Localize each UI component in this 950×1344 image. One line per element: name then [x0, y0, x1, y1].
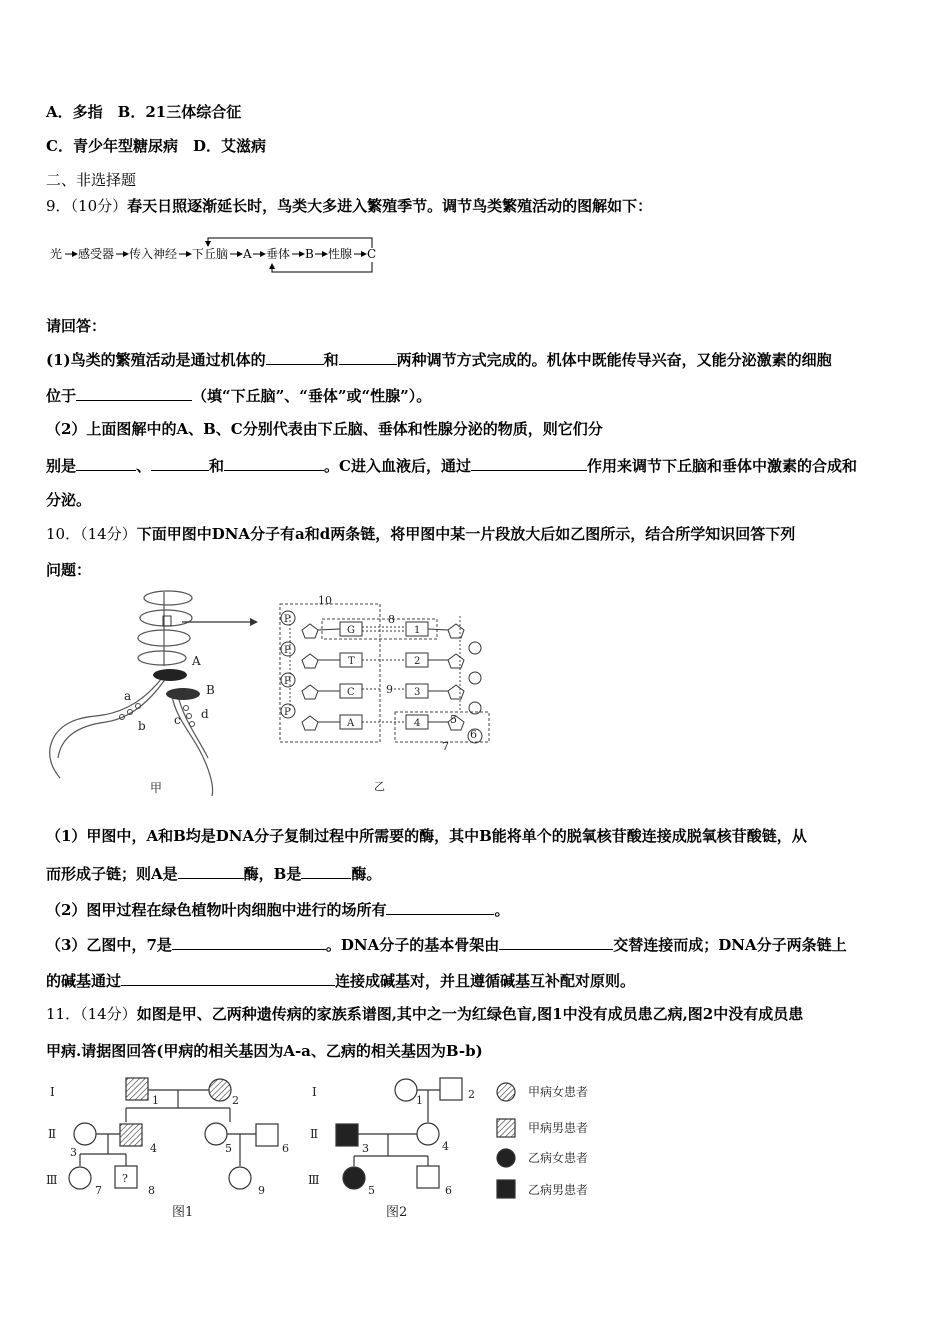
flow-node: 垂体 — [266, 247, 291, 261]
q10-arrow — [180, 612, 260, 632]
member-number: 4 — [442, 1140, 449, 1153]
member-number: 7 — [95, 1184, 102, 1197]
member-number: 2 — [232, 1094, 239, 1107]
answer-blank[interactable] — [224, 455, 324, 471]
q10-part3: （3）乙图中，7是 。DNA分子的基本骨架由 交替连接而成；DNA分子两条链上 — [46, 936, 847, 954]
fig2-caption: 图2 — [386, 1205, 408, 1220]
answer-blank[interactable] — [499, 934, 613, 950]
fig-yi-number: 5 — [450, 713, 457, 726]
generation-label: Ⅱ — [48, 1127, 57, 1141]
flow-node: 性腺 — [328, 247, 353, 261]
flow-node: 感受器 — [78, 247, 115, 261]
answer-blank[interactable] — [151, 455, 209, 471]
member-number: 6 — [445, 1184, 452, 1197]
fig1-caption: 图1 — [172, 1205, 194, 1220]
phosphate-label: P — [284, 645, 291, 656]
unknown-mark: ? — [122, 1172, 128, 1185]
answer-blank[interactable] — [266, 349, 324, 365]
q11-pedigree-figures — [40, 1070, 620, 1230]
q11-stem-cont: 甲病.请据图回答(甲病的相关基因为A-a、乙病的相关基因为B-b) — [46, 1042, 483, 1060]
q9-part2-cont: 别是 、 和 。C进入血液后，通过 作用来调节下丘脑和垂体中激素的合成和 — [46, 457, 858, 475]
base-right: 4 — [414, 718, 421, 729]
base-left: T — [348, 656, 355, 667]
fig-yi-number: 7 — [442, 740, 449, 753]
member-number: 2 — [468, 1088, 475, 1101]
q11-stem: 11．（14分）如图是甲、乙两种遗传病的家族系谱图,其中之一为红绿色盲,图1中没有成员患乙病,图2中没有成员患 — [46, 1005, 804, 1023]
base-left: C — [347, 687, 355, 698]
q9-flow-diagram — [46, 236, 386, 276]
q9-ask: 请回答： — [46, 317, 107, 335]
q8-options-line1: A．多指 B．21三体综合征 — [46, 103, 242, 121]
q9-part2-end: 分泌。 — [46, 491, 92, 509]
fig-yi-number: 6 — [470, 728, 477, 741]
phosphate-label: P — [284, 676, 291, 687]
answer-blank[interactable] — [339, 349, 397, 365]
fig-jia-label: A — [192, 654, 201, 668]
fig-yi-number: 9 — [386, 683, 393, 696]
q9-part2: （2）上面图解中的A、B、C分别代表由下丘脑、垂体和性腺分泌的物质，则它们分 — [46, 420, 603, 438]
flow-node: C — [367, 247, 377, 261]
member-number: 1 — [416, 1094, 423, 1107]
q10-figure-yi — [270, 590, 500, 800]
base-right: 3 — [414, 687, 421, 698]
generation-label: Ⅰ — [312, 1085, 317, 1099]
q9-number: 9．（10分） — [46, 197, 128, 215]
member-number: 8 — [148, 1184, 155, 1197]
phosphate-label: P — [284, 614, 291, 625]
answer-blank[interactable] — [172, 934, 326, 950]
member-number: 5 — [368, 1184, 375, 1197]
fig-jia-label: a — [124, 689, 132, 703]
answer-blank[interactable] — [471, 455, 587, 471]
fig-jia-label: B — [206, 683, 215, 697]
member-number: 3 — [362, 1142, 369, 1155]
base-right: 1 — [414, 625, 421, 636]
base-left: G — [347, 625, 355, 636]
flow-node: 光 — [50, 247, 63, 261]
fig-jia-label: b — [138, 719, 146, 733]
flow-node: 传入神经 — [129, 247, 178, 261]
answer-blank[interactable] — [76, 455, 136, 471]
answer-blank[interactable] — [301, 863, 351, 879]
q10-part1: （1）甲图中，A和B均是DNA分子复制过程中所需要的酶，其中B能将单个的脱氧核苷酸连接成脱氧核苷酸链，从 — [46, 827, 807, 845]
q10-part3-cont: 的碱基通过 连接成碱基对，并且遵循碱基互补配对原则。 — [46, 972, 636, 990]
base-right: 2 — [414, 656, 421, 667]
legend-label: 甲病女患者 — [528, 1085, 589, 1099]
q10-stem: 10．（14分）下面甲图中DNA分子有a和d两条链，将甲图中某一片段放大后如乙图所示，结合所学知识回答下列 — [46, 525, 796, 543]
answer-blank[interactable] — [178, 863, 244, 879]
answer-blank[interactable] — [121, 970, 335, 986]
member-number: 3 — [70, 1146, 77, 1159]
member-number: 9 — [258, 1184, 265, 1197]
member-number: 5 — [225, 1142, 232, 1155]
flow-node: 下丘脑 — [192, 247, 229, 261]
q10-part1-cont: 而形成子链；则A是 酶，B是 酶。 — [46, 865, 382, 883]
q9-stem — [46, 196, 652, 216]
q10-stem-cont: 问题： — [46, 561, 92, 579]
q9-stem-text: 春天日照逐渐延长时，鸟类大多进入繁殖季节。调节鸟类繁殖活动的图解如下： — [127, 197, 653, 215]
q8-options-line2: C．青少年型糖尿病 D．艾滋病 — [46, 137, 266, 155]
section2-title: 二、非选择题 — [46, 171, 137, 189]
fig-jia-label: d — [201, 707, 209, 721]
legend-label: 乙病女患者 — [528, 1151, 589, 1165]
fig-yi-number: 10 — [318, 594, 332, 607]
legend-label: 甲病男患者 — [528, 1121, 589, 1135]
q9-part1: (1)鸟类的繁殖活动是通过机体的 和 两种调节方式完成的。机体中既能传导兴奋，又能分泌激素的细胞 — [46, 351, 832, 369]
flow-node: B — [305, 247, 314, 261]
generation-label: Ⅲ — [46, 1173, 58, 1187]
member-number: 4 — [150, 1142, 157, 1155]
flow-node: A — [243, 247, 252, 261]
fig-yi-caption: 乙 — [374, 780, 385, 793]
fig-yi-number: 8 — [388, 613, 395, 626]
generation-label: Ⅰ — [50, 1085, 55, 1099]
legend-label: 乙病男患者 — [528, 1183, 589, 1197]
q10-part2: （2）图甲过程在绿色植物叶肉细胞中进行的场所有 。 — [46, 901, 510, 919]
phosphate-label: P — [284, 707, 291, 718]
q9-part1-cont: 位于 （填“下丘脑”、“垂体”或“性腺”）。 — [46, 387, 432, 405]
base-left: A — [347, 718, 355, 729]
fig-jia-caption: 甲 — [150, 781, 163, 795]
answer-blank[interactable] — [386, 899, 494, 915]
generation-label: Ⅱ — [310, 1127, 319, 1141]
answer-blank[interactable] — [76, 385, 192, 401]
generation-label: Ⅲ — [308, 1173, 320, 1187]
member-number: 6 — [282, 1142, 289, 1155]
member-number: 1 — [152, 1094, 159, 1107]
fig-jia-label: c — [174, 713, 181, 727]
